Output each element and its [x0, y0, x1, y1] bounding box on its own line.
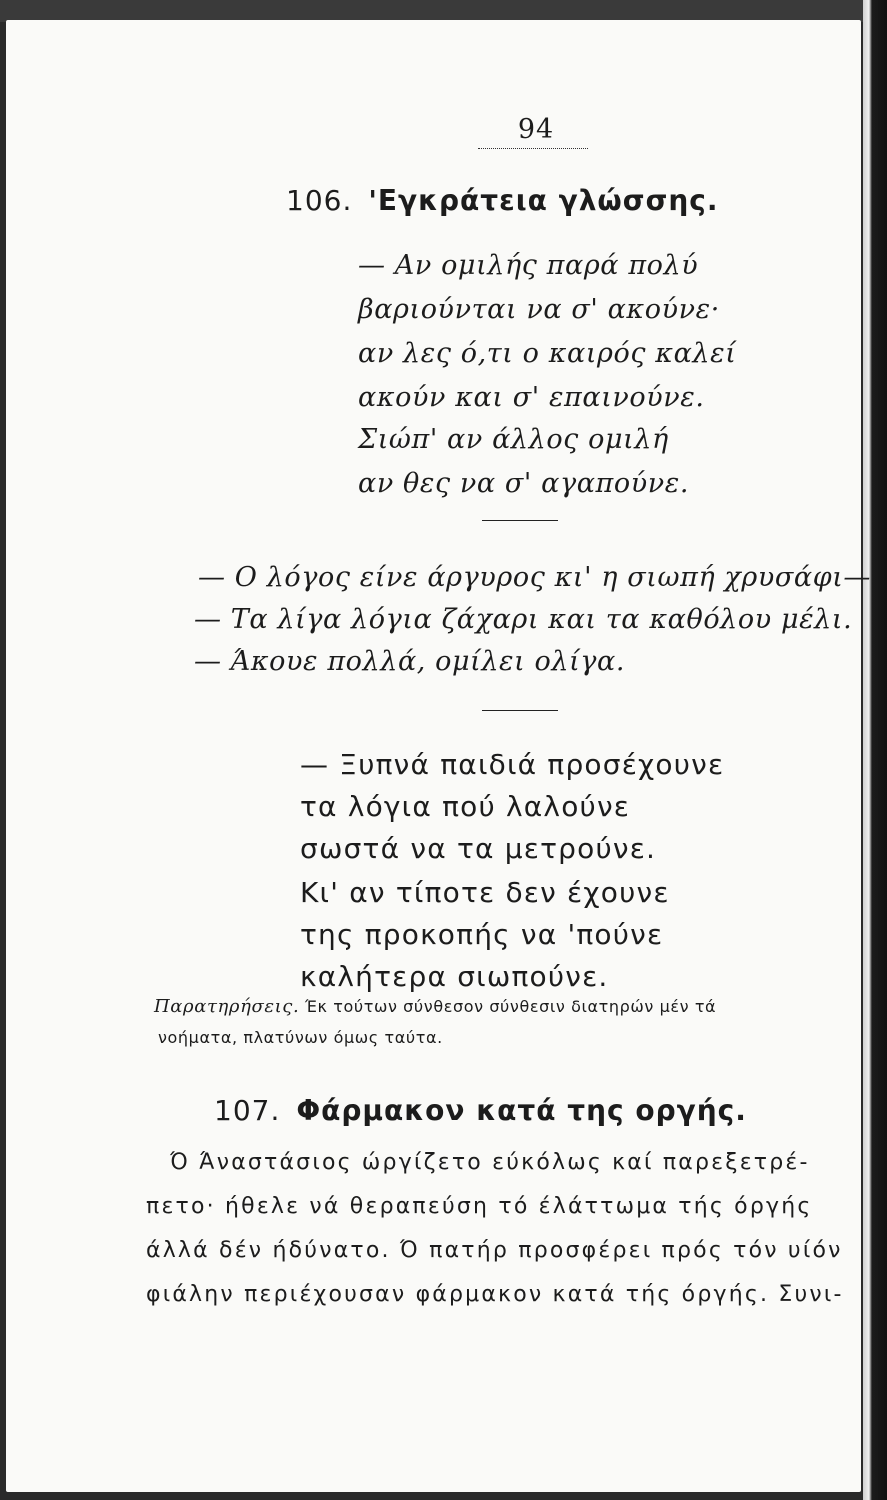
- poem-1-line: βαριούνται να σ' ακούνε·: [358, 294, 720, 325]
- note-text: Έκ τούτων σύνθεσον σύνθεσιν διατηρών μέν τά: [305, 997, 717, 1016]
- section-107-heading: [214, 1094, 747, 1127]
- section-107-number: 107.: [214, 1094, 281, 1127]
- section-106-number: 106.: [286, 184, 353, 217]
- prose-line: άλλά δέν ήδύνατο. Ό πατήρ προσφέρει πρός τόν υίόν: [146, 1238, 843, 1263]
- prose-line: φιάλην περιέχουσαν φάρμακον κατά τής όργής. Συνι-: [146, 1282, 844, 1307]
- poem-1-line: αν θες να σ' αγαπούνε.: [358, 468, 690, 499]
- section-106-title: 'Εγκράτεια γλώσσης.: [368, 184, 719, 217]
- note-line-1: [154, 996, 716, 1017]
- prose-line: Ό Άναστάσιος ώργίζετο εύκόλως καί παρεξετρέ-: [170, 1150, 810, 1175]
- poem-2-line: καλήτερα σιωπούνε.: [300, 960, 609, 993]
- poem-2-line: — Ξυπνά παιδιά προσέχουνε: [300, 748, 725, 781]
- separator-rule: [482, 710, 558, 711]
- poem-1-line: αν λες ό,τι ο καιρός καλεί: [358, 338, 737, 369]
- section-106-heading: [286, 184, 719, 217]
- poem-1-line: Σιώπ' αν άλλος ομιλή: [358, 424, 669, 455]
- poem-2-line: της προκοπής να 'πούνε: [300, 918, 664, 951]
- proverb-line: — Ο λόγος είνε άργυρος κι' η σιωπή χρυσάφι—: [198, 562, 872, 593]
- poem-1-line: — Αν ομιλής παρά πολύ: [358, 250, 699, 281]
- note-label: Παρατηρήσεις.: [154, 996, 300, 1017]
- page-number: 94: [517, 114, 555, 145]
- poem-1-line: ακούν και σ' επαινούνε.: [358, 382, 705, 413]
- scan-border-right: [863, 0, 887, 1500]
- book-page: [6, 20, 872, 1492]
- proverb-line: — Τα λίγα λόγια ζάχαρι και τα καθόλου μέλι.: [194, 604, 853, 635]
- poem-2-line: τα λόγια πού λαλούνε: [300, 790, 631, 823]
- section-107-title: Φάρμακον κατά της οργής.: [296, 1094, 747, 1127]
- note-line-2: νοήματα, πλατύνων όμως ταύτα.: [158, 1028, 443, 1047]
- poem-2-line: Κι' αν τίποτε δεν έχουνε: [300, 876, 670, 909]
- page-number-rule: [478, 148, 588, 149]
- proverb-line: — Άκουε πολλά, ομίλει ολίγα.: [194, 646, 626, 677]
- separator-rule: [482, 520, 558, 521]
- prose-line: πετο· ήθελε νά θεραπεύση τό έλάττωμα τής όργής: [146, 1194, 813, 1219]
- poem-2-line: σωστά να τα μετρούνε.: [300, 832, 657, 865]
- scan-border-top: [0, 0, 887, 22]
